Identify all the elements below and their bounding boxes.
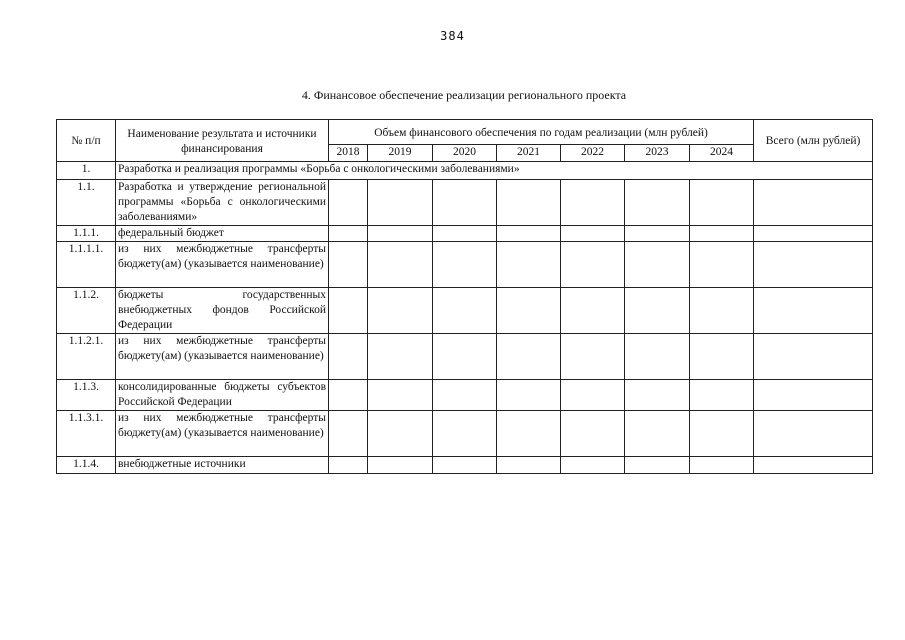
year-value-cell [368,380,433,411]
year-value-cell [625,380,690,411]
year-value-cell [561,242,625,288]
table-body [57,162,873,474]
year-value-cell [625,180,690,226]
section-title: 4. Финансовое обеспечение реализации регионального проекта [301,88,627,102]
year-value-cell [561,380,625,411]
row-number: 1.1. [57,180,116,226]
year-value-cell [561,226,625,242]
year-value-cell [561,334,625,380]
header-year: 2023 [625,145,690,162]
year-value-cell [368,288,433,334]
year-value-cell [433,180,497,226]
table-row [57,226,873,242]
year-value-cell [561,411,625,457]
year-value-cell [497,180,561,226]
row-name: из них межбюджетные трансферты бюджету(ам) (указывается наименование) [116,334,329,380]
row-number: 1.1.4. [57,457,116,474]
year-value-cell [433,457,497,474]
total-value-cell [754,380,873,411]
year-value-cell [368,457,433,474]
row-number: 1. [57,162,116,180]
table-row [57,380,873,411]
row-number: 1.1.2. [57,288,116,334]
year-value-cell [329,380,368,411]
row-name: из них межбюджетные трансферты бюджету(ам) (указывается наименование) [116,242,329,288]
total-value-cell [754,242,873,288]
header-year: 2018 [329,145,368,162]
year-value-cell [497,411,561,457]
row-name: федеральный бюджет [116,226,329,242]
table-row [57,411,873,457]
year-value-cell [497,226,561,242]
financing-table [56,119,873,474]
total-value-cell [754,288,873,334]
year-value-cell [561,457,625,474]
year-value-cell [368,411,433,457]
year-value-cell [368,242,433,288]
header-name: Наименование результата и источники финансирования [116,120,329,162]
row-name: бюджеты государственных внебюджетных фондов Российской Федерации [116,288,329,334]
total-value-cell [754,226,873,242]
year-value-cell [497,288,561,334]
row-name: Разработка и реализация программы «Борьба с онкологическими заболеваниями» [116,162,873,180]
year-value-cell [329,457,368,474]
year-value-cell [497,334,561,380]
year-value-cell [690,457,754,474]
year-value-cell [433,411,497,457]
table-row [57,242,873,288]
year-value-cell [497,457,561,474]
year-value-cell [329,334,368,380]
row-number: 1.1.1. [57,226,116,242]
year-value-cell [497,242,561,288]
year-value-cell [368,180,433,226]
row-number: 1.1.3.1. [57,411,116,457]
year-value-cell [368,334,433,380]
total-value-cell [754,180,873,226]
year-value-cell [433,288,497,334]
year-value-cell [625,457,690,474]
header-year: 2022 [561,145,625,162]
year-value-cell [625,242,690,288]
row-number: 1.1.3. [57,380,116,411]
table-row [57,180,873,226]
year-value-cell [625,334,690,380]
year-value-cell [329,226,368,242]
header-year: 2024 [690,145,754,162]
year-value-cell [690,411,754,457]
header-year: 2020 [433,145,497,162]
row-number: 1.1.2.1. [57,334,116,380]
header-year: 2019 [368,145,433,162]
row-name: Разработка и утверждение региональной программы «Борьба с онкологическими заболеваниями» [116,180,329,226]
total-value-cell [754,457,873,474]
total-value-cell [754,334,873,380]
page-number: 384 [440,29,465,43]
year-value-cell [625,411,690,457]
row-name: из них межбюджетные трансферты бюджету(ам) (указывается наименование) [116,411,329,457]
row-number: 1.1.1.1. [57,242,116,288]
header-num: № п/п [57,120,116,162]
year-value-cell [433,334,497,380]
year-value-cell [690,288,754,334]
header-volume: Объем финансового обеспечения по годам реализации (млн рублей) [329,120,754,145]
year-value-cell [368,226,433,242]
year-value-cell [690,380,754,411]
year-value-cell [690,226,754,242]
total-value-cell [754,411,873,457]
year-value-cell [625,288,690,334]
year-value-cell [329,180,368,226]
year-value-cell [690,242,754,288]
year-value-cell [690,334,754,380]
table-row [57,162,873,180]
year-value-cell [625,226,690,242]
table-row [57,288,873,334]
year-value-cell [690,180,754,226]
year-value-cell [329,288,368,334]
year-value-cell [329,411,368,457]
table-row [57,457,873,474]
year-value-cell [329,242,368,288]
year-value-cell [433,242,497,288]
row-name: внебюджетные источники [116,457,329,474]
year-value-cell [497,380,561,411]
header-year: 2021 [497,145,561,162]
header-total: Всего (млн рублей) [754,120,873,162]
table-row [57,334,873,380]
year-value-cell [561,180,625,226]
year-value-cell [433,226,497,242]
year-value-cell [561,288,625,334]
year-value-cell [433,380,497,411]
row-name: консолидированные бюджеты субъектов Российской Федерации [116,380,329,411]
